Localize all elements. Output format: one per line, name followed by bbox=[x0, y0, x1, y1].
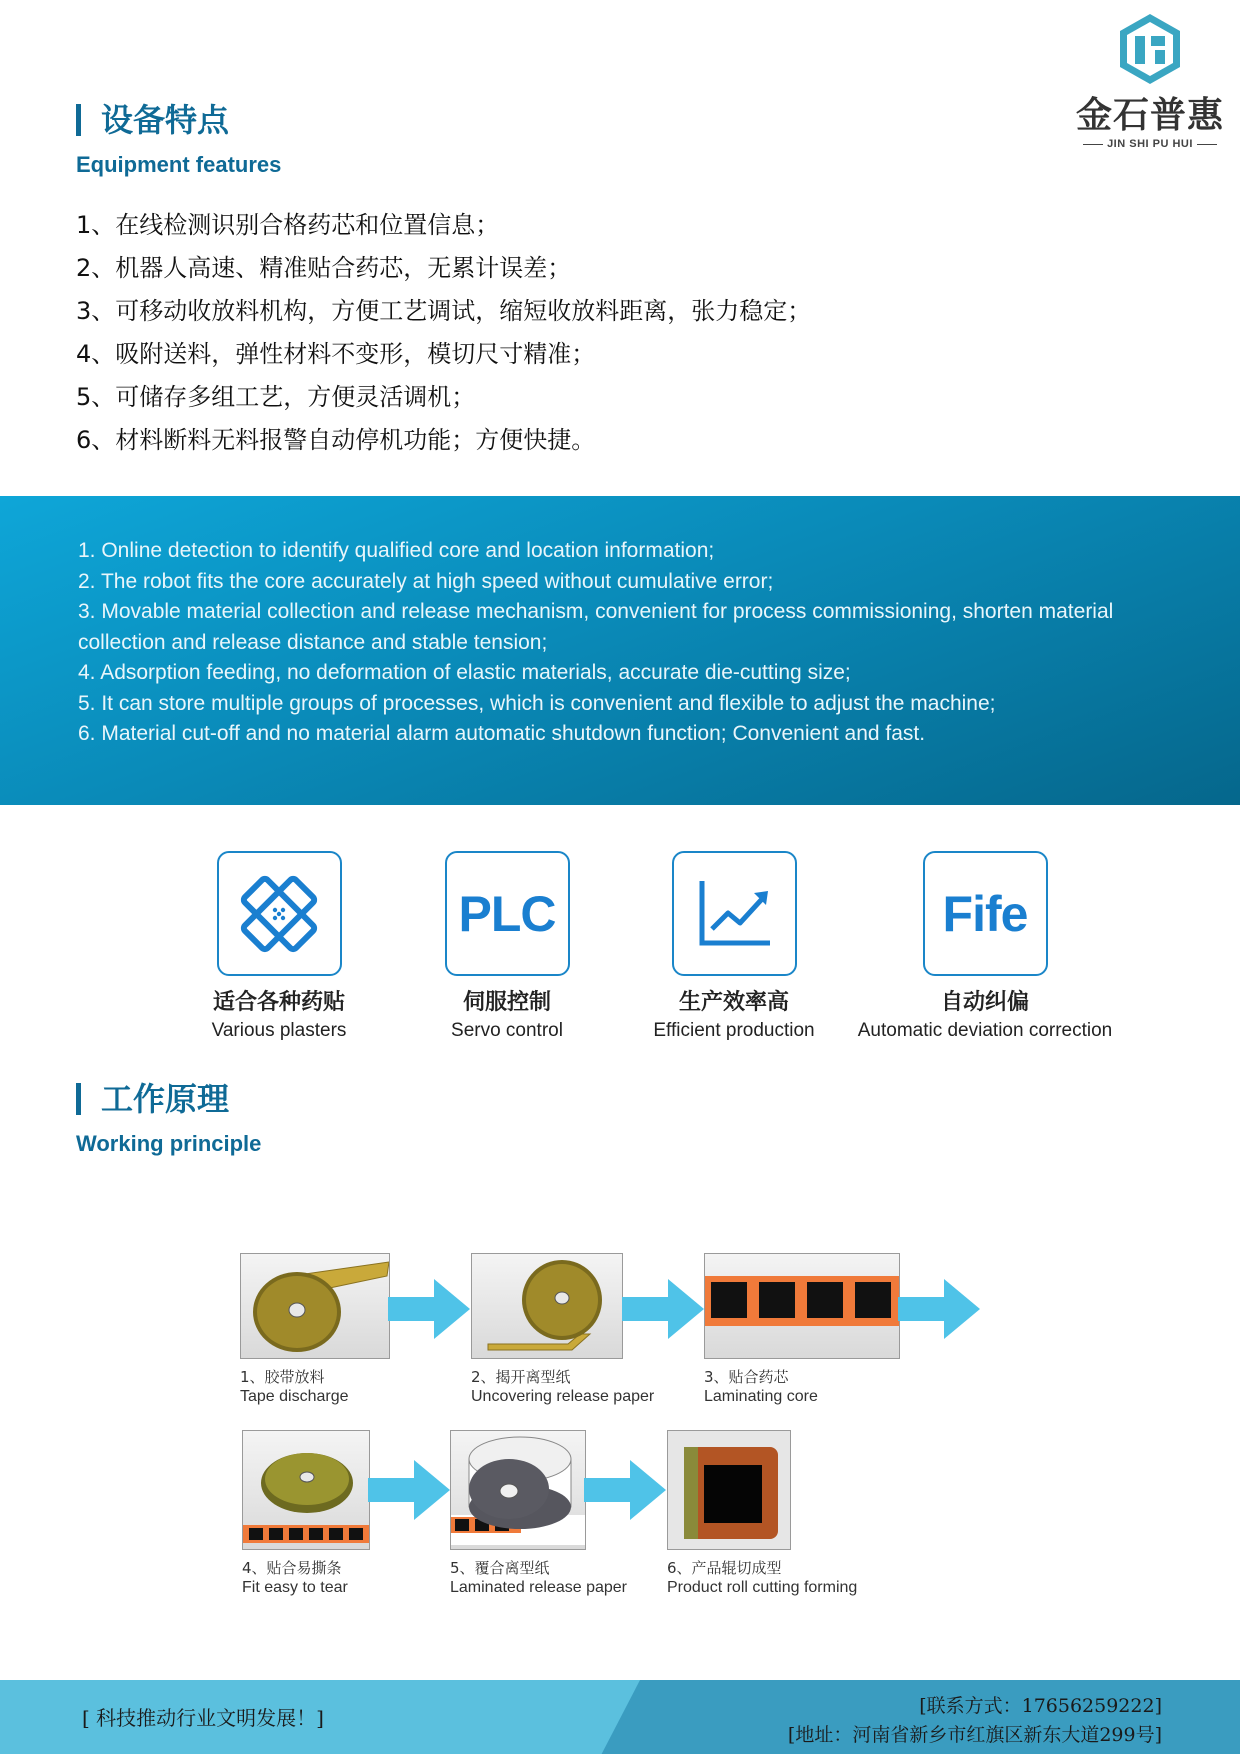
step-label-en: Laminating core bbox=[704, 1388, 818, 1405]
arrow-right-icon bbox=[898, 1277, 982, 1341]
roll-cutting-image bbox=[667, 1430, 791, 1550]
contact-phone: [联系方式：17656259222] bbox=[919, 1695, 1162, 1717]
contact-address: [地址：河南省新乡市红旗区新东大道299号] bbox=[787, 1724, 1162, 1746]
highlight-efficiency bbox=[614, 851, 854, 1044]
highlight-deviation bbox=[840, 851, 1130, 1044]
easy-tear-image bbox=[242, 1430, 370, 1550]
feature-item-en: 3. Movable material collection and release mechanism, convenient for process commissioning, shorten material collection and release distance and stable tension; bbox=[78, 600, 1114, 654]
brand-logo bbox=[1070, 12, 1230, 150]
features-list-cn bbox=[76, 204, 976, 462]
plaster-icon bbox=[239, 874, 319, 954]
feature-item-cn: 1、在线检测识别合格药芯和位置信息； bbox=[76, 211, 500, 239]
highlight-label-en: Servo control bbox=[451, 1020, 563, 1041]
step-label-cn: 3、贴合药芯 bbox=[704, 1368, 789, 1386]
highlights-row bbox=[0, 851, 1240, 1051]
hexagon-logo-icon bbox=[1116, 12, 1184, 86]
arrow-right-icon bbox=[368, 1458, 452, 1522]
footer-slogan: [ 科技推动行业文明发展！] bbox=[82, 1706, 324, 1730]
section-working-principle bbox=[76, 1079, 261, 1157]
highlight-plasters bbox=[159, 851, 399, 1044]
laminating-core-image bbox=[704, 1253, 900, 1359]
heading-bar bbox=[76, 1083, 81, 1115]
arrow-right-icon bbox=[622, 1277, 706, 1341]
feature-item-en: 5. It can store multiple groups of processes, which is convenient and flexible to adjust the machine; bbox=[78, 691, 996, 715]
release-paper-image bbox=[471, 1253, 623, 1359]
features-list-en bbox=[78, 536, 1158, 750]
arrow-right-icon bbox=[388, 1277, 472, 1341]
feature-item-en: 4. Adsorption feeding, no deformation of elastic materials, accurate die-cutting size; bbox=[78, 661, 851, 684]
step-label-en: Uncovering release paper bbox=[471, 1388, 655, 1405]
step-label-cn: 6、产品辊切成型 bbox=[667, 1559, 782, 1577]
step-3 bbox=[704, 1253, 900, 1407]
feature-item-cn: 4、吸附送料，弹性材料不变形，模切尺寸精准； bbox=[76, 340, 596, 368]
step-4 bbox=[242, 1430, 370, 1598]
step-label-en: Tape discharge bbox=[240, 1388, 349, 1405]
section-equipment-features bbox=[76, 100, 281, 178]
section-title-en: Equipment features bbox=[76, 152, 282, 177]
section-title-cn: 设备特点 bbox=[101, 101, 230, 139]
feature-item-en: 1. Online detection to identify qualified core and location information; bbox=[78, 539, 715, 562]
section-title-cn: 工作原理 bbox=[101, 1080, 230, 1118]
step-label-cn: 1、胶带放料 bbox=[240, 1368, 325, 1386]
step-6 bbox=[667, 1430, 857, 1598]
tape-roll-image bbox=[240, 1253, 390, 1359]
feature-item-en: 6. Material cut-off and no material alarm automatic shutdown function; Convenient and fast. bbox=[78, 722, 926, 745]
features-band-en bbox=[0, 496, 1240, 805]
highlight-label-cn: 伺服控制 bbox=[462, 990, 551, 1015]
step-label-en: Fit easy to tear bbox=[242, 1579, 348, 1596]
step-label-en: Laminated release paper bbox=[450, 1579, 628, 1596]
highlight-label-en: Efficient production bbox=[653, 1020, 815, 1041]
highlight-label-en: Various plasters bbox=[211, 1020, 347, 1041]
fife-icon: Fife bbox=[942, 885, 1028, 942]
step-label-cn: 4、贴合易撕条 bbox=[242, 1559, 342, 1577]
footer bbox=[0, 1680, 1240, 1754]
plc-icon: PLC bbox=[458, 885, 556, 942]
feature-item-cn: 5、可储存多组工艺，方便灵活调机； bbox=[76, 383, 476, 411]
feature-item-cn: 2、机器人高速、精准贴合药芯，无累计误差； bbox=[76, 254, 572, 282]
chart-trend-icon bbox=[694, 877, 774, 951]
laminated-paper-image bbox=[450, 1430, 586, 1550]
feature-item-cn: 6、材料断料无料报警自动停机功能；方便快捷。 bbox=[76, 426, 596, 454]
highlight-servo bbox=[387, 851, 627, 1044]
step-label-cn: 2、揭开离型纸 bbox=[471, 1368, 571, 1386]
step-1 bbox=[240, 1253, 390, 1407]
highlight-label-cn: 自动纠偏 bbox=[940, 990, 1029, 1015]
feature-item-en: 2. The robot fits the core accurately at high speed without cumulative error; bbox=[78, 569, 774, 593]
feature-item-cn: 3、可移动收放料机构，方便工艺调试，缩短收放料距离，张力稳定； bbox=[76, 297, 812, 325]
brand-name-en: JIN SHI PU HUI bbox=[1070, 138, 1230, 150]
step-label-cn: 5、覆合离型纸 bbox=[450, 1559, 550, 1577]
footer-contact bbox=[788, 1692, 1162, 1750]
highlight-label-cn: 生产效率高 bbox=[678, 990, 789, 1015]
step-label-en: Product roll cutting forming bbox=[667, 1579, 858, 1596]
section-title-en: Working principle bbox=[76, 1131, 262, 1156]
brand-name-cn: 金石普惠 bbox=[1075, 95, 1224, 136]
arrow-right-icon bbox=[584, 1458, 668, 1522]
highlight-label-en: Automatic deviation correction bbox=[857, 1020, 1113, 1041]
heading-bar bbox=[76, 104, 81, 136]
highlight-label-cn: 适合各种药贴 bbox=[212, 990, 345, 1015]
